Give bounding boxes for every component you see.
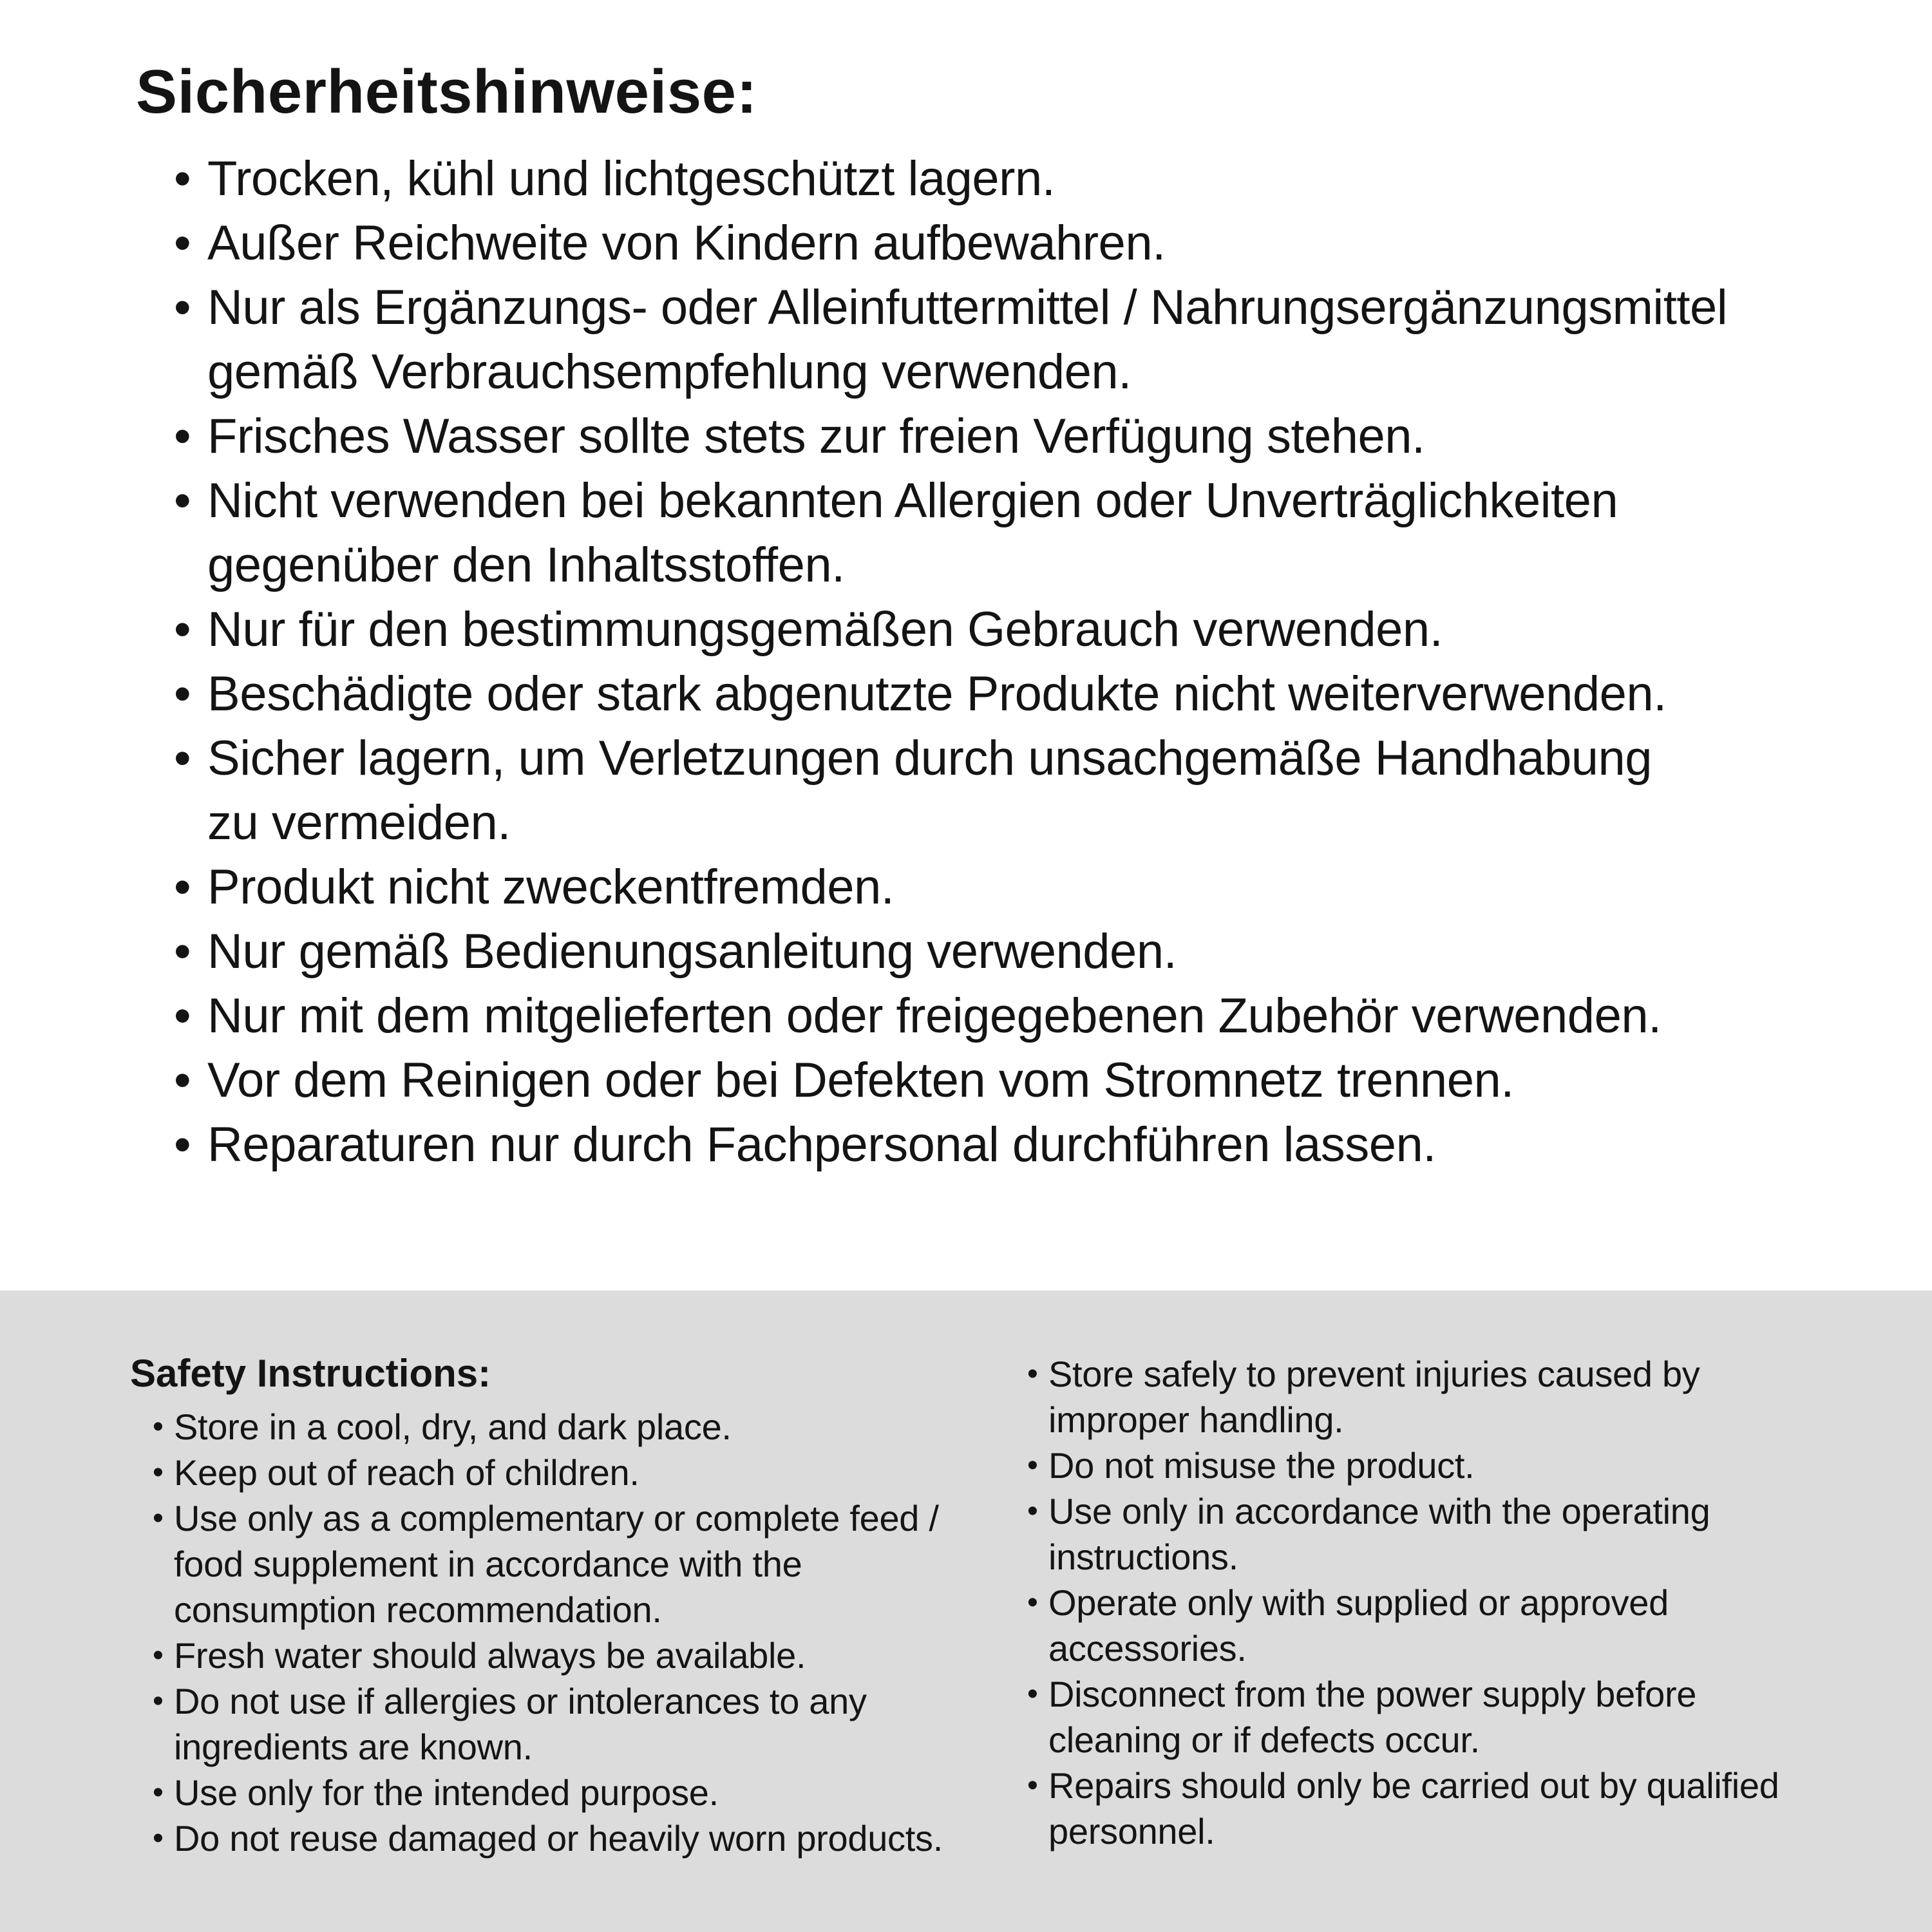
bullet-icon: •	[153, 1455, 164, 1490]
list-item-text: Nur für den bestimmungsgemäßen Gebrauch verwenden.	[207, 602, 1443, 657]
list-item	[174, 276, 1823, 404]
bullet-icon: •	[174, 216, 191, 270]
list-item	[174, 662, 1823, 726]
list-item-text: Do not use if allergies or intolerances to any ingredients are known.	[174, 1681, 867, 1767]
bullet-icon: •	[1027, 1448, 1038, 1482]
list-item	[174, 726, 1823, 855]
bullet-icon: •	[174, 1053, 191, 1108]
bullet-icon: •	[174, 731, 191, 786]
list-item	[174, 984, 1823, 1048]
list-item-text: Store safely to prevent injuries caused by improper handling.	[1048, 1354, 1700, 1440]
list-item-text: Use only as a complementary or complete feed / food supplement in accordance with the consumption recommendation.	[174, 1498, 939, 1630]
bullet-icon: •	[1027, 1585, 1038, 1620]
list-item	[1027, 1488, 1903, 1580]
german-section-heading: Sicherheitshinweise:	[136, 57, 757, 126]
bullet-icon: •	[1027, 1676, 1038, 1711]
bullet-icon: •	[153, 1683, 164, 1718]
list-item-text: Trocken, kühl und lichtgeschützt lagern.	[207, 151, 1056, 206]
list-item-text: Nur als Ergänzungs- oder Alleinfuttermittel / Nahrungsergänzungsmittel gemäß Verbrauchsempfehlung verwenden.	[207, 280, 1728, 399]
list-item-text: Use only in accordance with the operating instructions.	[1048, 1491, 1710, 1577]
list-item	[1027, 1443, 1903, 1488]
list-item	[174, 1113, 1823, 1177]
list-item-text: Beschädigte oder stark abgenutzte Produkte nicht weiterverwenden.	[207, 667, 1667, 721]
list-item-text: Produkt nicht zweckentfremden.	[207, 860, 895, 914]
list-item	[174, 920, 1823, 984]
bullet-icon: •	[153, 1775, 164, 1810]
list-item-text: Vor dem Reinigen oder bei Defekten vom Stromnetz trennen.	[207, 1053, 1514, 1108]
bullet-icon: •	[174, 924, 191, 979]
list-item-text: Außer Reichweite von Kindern aufbewahren.	[207, 216, 1166, 270]
bullet-icon: •	[1027, 1768, 1038, 1803]
bullet-icon: •	[174, 989, 191, 1043]
list-item	[174, 1048, 1823, 1113]
english-safety-list-right-column	[1027, 1351, 1903, 1854]
bullet-icon: •	[174, 473, 191, 528]
german-safety-list	[174, 147, 1823, 1177]
bullet-icon: •	[153, 1821, 164, 1855]
list-item	[153, 1678, 1009, 1770]
list-item	[174, 147, 1823, 211]
english-safety-list-left-column	[153, 1404, 1009, 1861]
bullet-icon: •	[174, 280, 191, 335]
list-item-text: Do not reuse damaged or heavily worn products.	[174, 1818, 943, 1859]
bullet-icon: •	[174, 1117, 191, 1172]
list-item	[1027, 1351, 1903, 1443]
list-item-text: Fresh water should always be available.	[174, 1635, 806, 1676]
list-item	[174, 855, 1823, 920]
bullet-icon: •	[153, 1501, 164, 1535]
list-item-text: Keep out of reach of children.	[174, 1452, 639, 1493]
list-item	[153, 1633, 1009, 1678]
list-item-text: Disconnect from the power supply before cleaning or if defects occur.	[1048, 1674, 1697, 1760]
list-item	[153, 1450, 1009, 1495]
list-item-text: Use only for the intended purpose.	[174, 1772, 719, 1813]
bullet-icon: •	[1027, 1493, 1038, 1528]
bullet-icon: •	[174, 860, 191, 914]
list-item	[174, 211, 1823, 276]
bullet-icon: •	[174, 409, 191, 464]
list-item	[153, 1815, 1009, 1861]
list-item	[1027, 1763, 1903, 1854]
list-item	[174, 404, 1823, 469]
english-safety-section	[0, 1291, 1932, 1932]
bullet-icon: •	[1027, 1356, 1038, 1391]
list-item	[153, 1770, 1009, 1815]
list-item-text: Nur gemäß Bedienungsanleitung verwenden.	[207, 924, 1177, 979]
bullet-icon: •	[174, 151, 191, 206]
list-item	[174, 469, 1823, 598]
bullet-icon: •	[174, 667, 191, 721]
list-item-text: Repairs should only be carried out by qualified personnel.	[1048, 1765, 1779, 1852]
list-item	[174, 598, 1823, 662]
list-item-text: Frisches Wasser sollte stets zur freien Verfügung stehen.	[207, 409, 1425, 464]
english-section-heading: Safety Instructions:	[130, 1352, 491, 1395]
bullet-icon: •	[153, 1409, 164, 1444]
list-item-text: Do not misuse the product.	[1048, 1445, 1475, 1486]
list-item	[1027, 1671, 1903, 1763]
list-item-text: Store in a cool, dry, and dark place.	[174, 1406, 732, 1447]
list-item-text: Sicher lagern, um Verletzungen durch unsachgemäße Handhabung zu vermeiden.	[207, 731, 1653, 850]
list-item	[1027, 1580, 1903, 1671]
list-item-text: Nicht verwenden bei bekannten Allergien oder Unverträglichkeiten gegenüber den Inhaltsstoffen.	[207, 473, 1618, 592]
list-item-text: Operate only with supplied or approved accessories.	[1048, 1582, 1669, 1669]
bullet-icon: •	[153, 1638, 164, 1672]
bullet-icon: •	[174, 602, 191, 657]
list-item	[153, 1404, 1009, 1450]
list-item	[153, 1495, 1009, 1633]
list-item-text: Reparaturen nur durch Fachpersonal durchführen lassen.	[207, 1117, 1436, 1172]
list-item-text: Nur mit dem mitgelieferten oder freigegebenen Zubehör verwenden.	[207, 989, 1662, 1043]
